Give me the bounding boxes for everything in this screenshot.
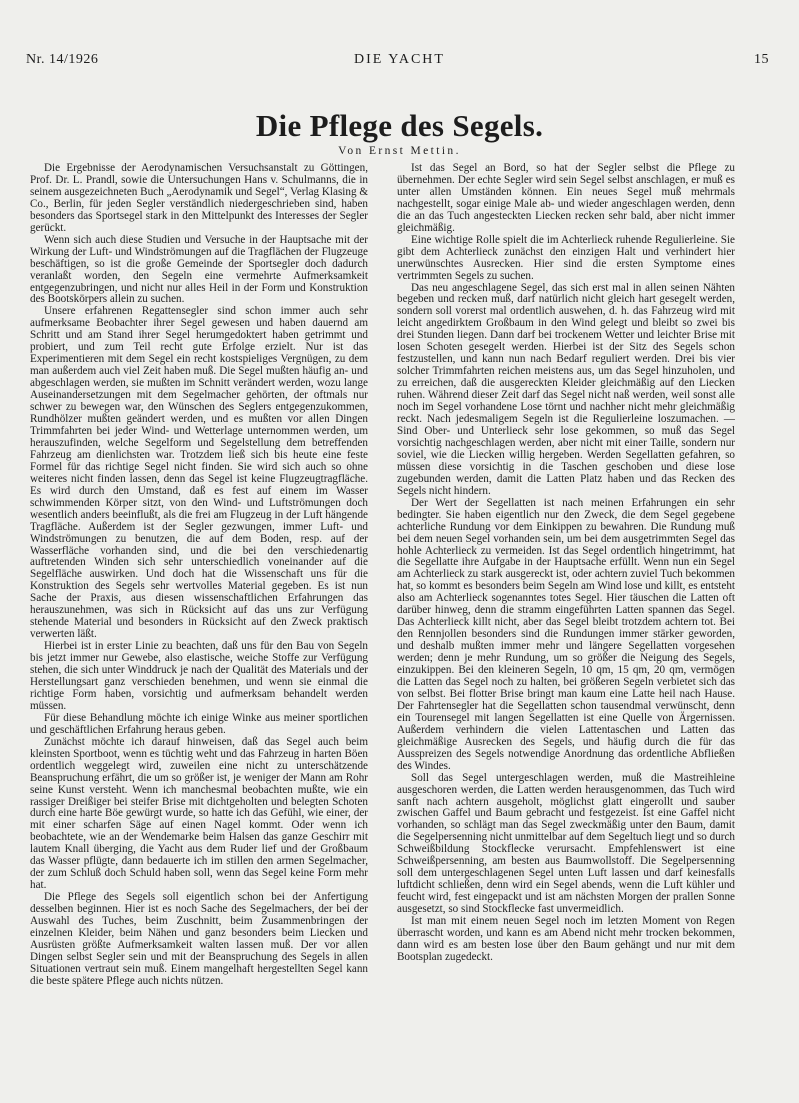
paragraph: Unsere erfahrenen Regattensegler sind schon immer auch sehr aufmerksame Beobachter ihrer Segel gewesen und haben dauernd am Schritt und am Stand ihrer Segel herumgedoktert haben getrimmt und probiert, und zum Teil recht gute Erfolge erzielt. Nur ist das Experimentieren mit dem Segel ein recht kostspieliges Vergnügen, zu dem man außerdem auch viel Zeit haben muß. Die Segel mußten häufig an- und abgeschlagen werden, sie mußten im Schnitt verändert werden, wozu lange Auseinandersetzungen mit dem Segelmacher gehörten, der oftmals nur schwer zu bewegen war, den Wünschen des Seglers entgegenzukommen, Rundhölzer mußten geändert werden, und es mußten vor allen Dingen Trimmfahrten bei jeder Wind- und Wetterlage unternommen werden, um herauszufinden, welche Segelform und Segelstellung dem betreffenden Fahrzeug am dienlichsten war. Trotzdem ließ sich bis heute eine feste Formel für das richtige Segel nicht finden. Sie wird sich auch so ohne weiteres nicht finden lassen, denn das Segel ist keine Flugzeugtragfläche. Es wird durch den Umstand, daß es fest auf einem im Wasser schwimmenden Körper sitzt, von den Wind- und Luftströmungen doch wesentlich anders beeinflußt, als die frei am Flugzeug in der Luft hängende Tragfläche. Außerdem ist der Segler gezwungen, immer Luft- und Windströmungen zu benutzen, die auf dem Boden, resp. auf der Wasserfläche vorhanden sind, und die bei den verschiedenartig auftretenden Winden sich sehr unterschiedlich voneinander auf die Segelfläche auswirken. Und doch hat die Wissenschaft uns für die Konstruktion des Segels sehr wertvolles Material gegeben. Es ist nun Sache der Praxis, aus diesen wissenschaftlichen Erfahrungen das herauszunehmen, was sich in Rücksicht auf das uns zur Verfügung stehende Material und besonders in Rücksicht auf den Zweck praktisch verwerten läßt.: [30, 305, 368, 641]
right-column: [397, 163, 735, 1081]
article-byline: Von Ernst Mettin.: [338, 145, 461, 157]
paragraph: Die Ergebnisse der Aerodynamischen Versuchsanstalt zu Göttingen, Prof. Dr. L. Prandl, sowie die Untersuchungen Hans v. Schulmanns, die in seinem ausgezeichneten Buch „Aerodynamik und Segel“, Verlag Klasing & Co., Berlin, für jeden Segler verständlich niedergeschrieben sind, haben besonders das Sportsegel stark in den Mittelpunkt des Interesses der Segler gerückt.: [30, 163, 368, 234]
paragraph: Eine wichtige Rolle spielt die im Achterlieck ruhende Regulierleine. Sie gibt dem Achterlieck zunächst den einzigen Halt und verhindert hier unerwünschtes Ausrecken. Hier sind die ersten Symptome eines vertrimmten Segels zu suchen.: [397, 233, 735, 282]
paragraph: Für diese Behandlung möchte ich einige Winke aus meiner sportlichen und geschäftlichen Erfahrung heraus geben.: [30, 711, 368, 736]
page-number: 15: [754, 52, 769, 67]
paragraph: Hierbei ist in erster Linie zu beachten, daß uns für den Bau von Segeln bis jetzt immer nur Gewebe, also elastische, weiche Stoffe zur Verfügung stehen, die sich unter Winddruck je nach der Qualität des Materials und der Herstellungsart ganz verschieden benehmen, und wenn sie einmal die richtige Form haben, vorsichtig und aufmerksam behandelt werden müssen.: [30, 640, 368, 712]
magazine-title: DIE YACHT: [354, 52, 445, 67]
paragraph: Soll das Segel untergeschlagen werden, muß die Mastreihleine ausgeschoren werden, die Latten werden herausgenommen, das Tuch wird sanft nach achtern ausgeholt, möglichst glatt eingerollt und sauber zwischen Gaffel und Baum gebracht und festgezeist. Ist eine Gaffel nicht vorhanden, so schlägt man das Segel zweckmäßig unter den Baum, damit die Segelpersenning nicht unmittelbar auf dem Segeltuch liegt und so durch Schweißbildung Stockflecke verursacht. Empfehlenswert ist eine Schweißpersenning, am besten aus Baumwollstoff. Die Segelpersenning soll dem untergeschlagenen Segel unten Luft lassen und darf keinesfalls luftdicht schließen, denn wird ein Segel abends, wenn die Luft kühler und feucht wird, fest eingepackt und ist am nächsten Morgen der prallen Sonne ausgesetzt, so sind Stockflecke fast unvermeidlich.: [397, 771, 735, 916]
paragraph: Das neu angeschlagene Segel, das sich erst mal in allen seinen Nähten begeben und recken muß, darf natürlich nicht gleich hart gesegelt werden, sondern soll vorerst mal ordentlich auswehen, d. h. das Fahrzeug wird mit leicht angedirktem Großbaum in den Wind gelegt und bleibt so zwei bis drei Stunden liegen. Dann darf bei trockenem Wetter und leichter Brise mit losen Schoten gesegelt werden. Hierbei ist der Sitz des Segels schon festzustellen, und kann nun nach Bedarf reguliert werden. Drei bis vier solcher Trimmfahrten reichen meistens aus, um das Segel hinzuholen, und zu erreichen, daß die ausgereckten Kleider gleichmäßig auf den Liecken ruhen. Während dieser Zeit darf das Segel nicht naß werden, weil sonst alle noch im Segel vorhandene Lose törnt und nachher nicht mehr gleichmäßig reckt. Nach jedesmaligem Segeln ist die Regulierleine loszumachen. — Sind Ober- und Unterlieck sehr lose gekommen, so muß das Segel vorsichtig nachgeschlagen werden, aber nicht mit einer Taille, sondern nur soviel, wie die Liecken willig hergeben. Werden Segellatten gefahren, so müssen diese vorsichtig in die Taschen geschoben und diese lose zugebunden werden, damit die Latten Platz haben und das Recken des Segels nicht hindern.: [397, 281, 735, 497]
paragraph: Der Wert der Segellatten ist nach meinen Erfahrungen ein sehr bedingter. Sie haben eigentlich nur den Zweck, die dem Segel gegebene achterliche Rundung vor dem Einkippen zu bewahren. Die Rundung muß bei dem neuen Segel vorhanden sein, um bei dem ausgetrimmten Segel das hohle Achterlieck zu vermeiden. Ist das Segel ordentlich hingetrimmt, hat die Segellatte ihre Aufgabe in der Hauptsache erfüllt. Wenn nun ein Segel am Achterlieck zu stark ausgereckt ist, oder achtern zuviel Tuch bekommen hat, so kommt es besonders beim Segeln am Wind lose und killt, es entsteht also am Achterlieck sogenanntes totes Segel. Hier täuschen die Latten oft darüber hinweg, denn die stramm eingeführten Latten spannen das Segel. Das Achterlieck killt nicht, aber das Segel bleibt trotzdem achtern tot. Bei den Rennjollen besonders sind die Rundungen immer stärker geworden, und deshalb mußten immer mehr und längere Segellatten vorgesehen werden; denn je mehr Rundung, um so größer die Neigung des Segels, einzukippen. Bei den kleineren Segeln, 10 qm, 15 qm, 20 qm, vermögen die Latten das Segel noch zu halten, bei größeren Segeln verbietet sich das von selbst. Bei flotter Brise bringt man kaum eine Latte heil nach Hause. Der Fahrtensegler hat die Segellatten schon tausendmal verwünscht, denn ein Tourensegel mit langen Segellatten ist eine Quelle von Ärgernissen. Außerdem verhindern die vielen Lattentaschen und Latten das gleichmäßige Ausrecken des Segels, und häufig durch die für das Ausspreizen des Segels notwendige Anordnung das ordentliche Abfließen des Windes.: [397, 496, 735, 772]
issue-number: Nr. 14/1926: [26, 52, 99, 67]
paragraph: Ist man mit einem neuen Segel noch im letzten Moment von Regen überrascht worden, und kann es am Abend nicht mehr trocken bekommen, dann wird es am besten lose über den Baum gehängt und nur mit dem Bootsplan zugedeckt.: [397, 915, 735, 963]
paragraph: Wenn sich auch diese Studien und Versuche in der Hauptsache mit der Wirkung der Luft- und Windströmungen auf die Tragflächen der Flugzeuge beschäftigen, so ist die große Gemeinde der Sportsegler doch dadurch veranlaßt worden, den Segeln eine vermehrte Aufmerksamkeit entgegenzubringen, und nicht nur alles Heil in der Form und Konstruktion des Bootskörpers allein zu suchen.: [30, 233, 368, 306]
paragraph: Die Pflege des Segels soll eigentlich schon bei der Anfertigung desselben beginnen. Hier ist es noch Sache des Segelmachers, der bei der Auswahl des Tuches, beim Zuschnitt, beim Zusammenbringen der einzelnen Kleider, beim Nähen und ganz besonders beim Liecken und Ausrüsten größte Aufmerksamkeit walten lassen muß. Der vor allen Dingen selbst Segler sein und mit der Beanspruchung des Segels in allen Situationen vertraut sein muß. Einem mangelhaft hergestellten Segel kann die beste spätere Pflege auch nichts nützen.: [30, 891, 368, 987]
paragraph: Zunächst möchte ich darauf hinweisen, daß das Segel auch beim kleinsten Sportboot, wenn es tüchtig weht und das Fahrzeug in harten Böen ordentlich weggelegt wird, zuweilen eine nicht zu unterschätzende Beanspruchung erfährt, die um so größer ist, je weniger der Mann am Rohr seine Kunst versteht. Wenn ich manchesmal beobachten mußte, wie ein rassiger Dreißiger bei steifer Brise mit dichtgeholten und belegten Schoten durch eine harte Böe gewürgt wurde, so hatte ich das Gefühl, wie einer, der mit einer scharfen Säge auf einen Nagel kommt. Oder wenn ich beobachtete, wie an der Wendemarke beim Halsen das ganze Geschirr mit lautem Knall überging, die Yacht aus dem Ruder lief und der Großbaum das Wasser pflügte, dann bedauerte ich im stillen den armen Segelmacher, der zum Schluß doch Schuld haben soll, wenn das Segel keine Form mehr hat.: [30, 735, 368, 892]
left-column: [30, 163, 368, 1081]
paragraph: Ist das Segel an Bord, so hat der Segler selbst die Pflege zu übernehmen. Der echte Segler wird sein Segel selbst anschlagen, er muß es unter allen Umständen können. Ein neues Segel muß mehrmals nachgestellt, sogar einige Male ab- und wieder angeschlagen werden, denn die an das Tuch angesteckten Liecken recken sehr bald, aber nicht immer gleichmäßig.: [397, 163, 735, 234]
article-title: Die Pflege des Segels.: [255, 108, 544, 143]
